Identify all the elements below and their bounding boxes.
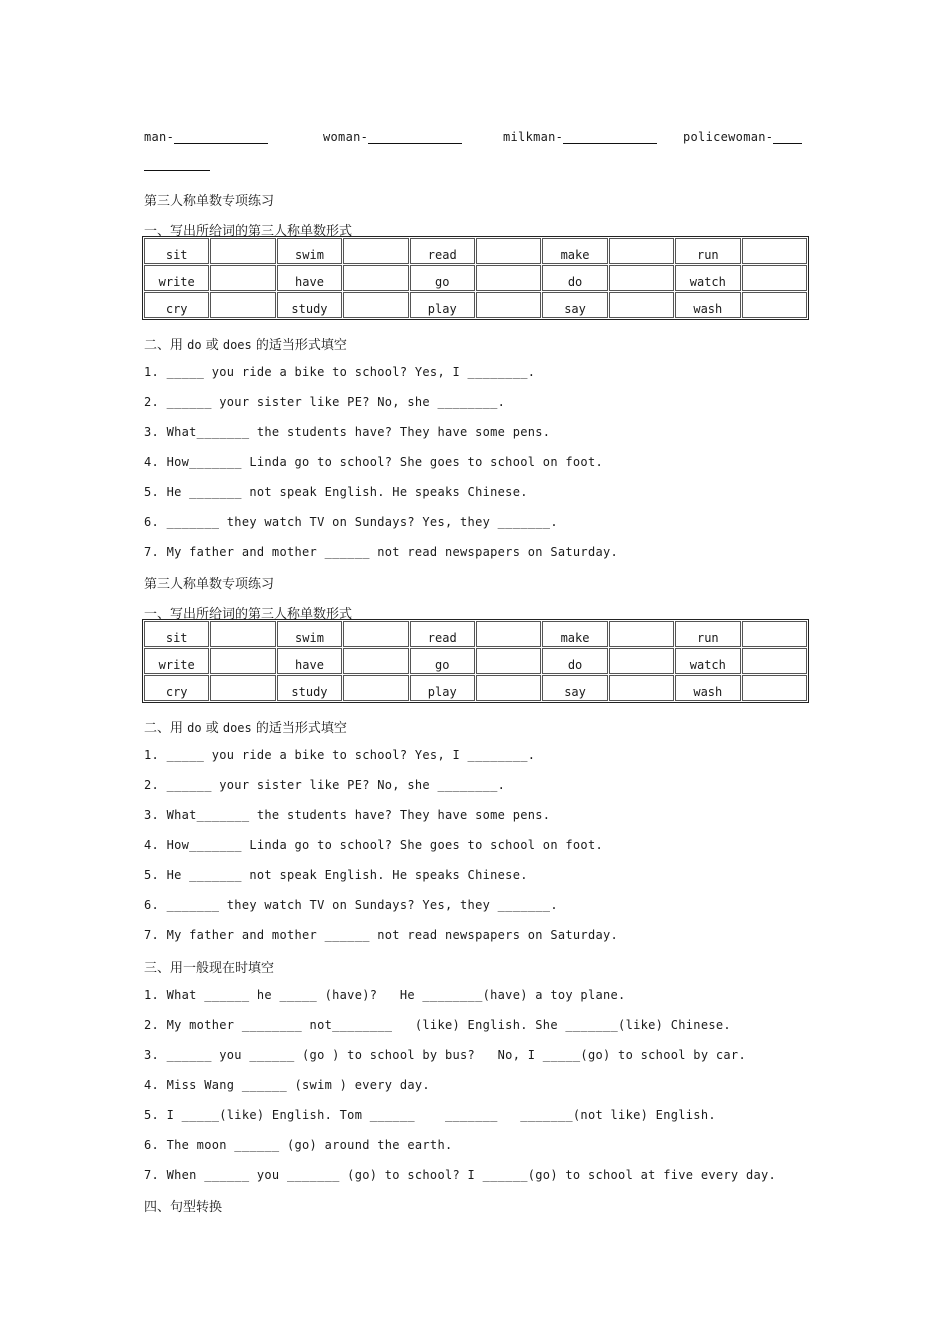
word-policewoman: policewoman- <box>683 130 774 144</box>
verb-cell: watch <box>675 265 740 291</box>
verb-cell: make <box>542 238 607 264</box>
verb-cell: go <box>410 648 475 674</box>
exercise-line: 6. _______ they watch TV on Sundays? Yes, they _______. <box>144 898 558 912</box>
answer-cell[interactable] <box>343 265 408 291</box>
table-row <box>144 292 807 318</box>
exercise-line: 5. He _______ not speak English. He speaks Chinese. <box>144 485 528 499</box>
table-row <box>144 238 807 264</box>
answer-cell[interactable] <box>609 621 674 647</box>
section-title: 第三人称单数专项练习 <box>144 577 275 592</box>
answer-cell[interactable] <box>609 648 674 674</box>
answer-cell[interactable] <box>742 292 807 318</box>
exercise-line: 7. My father and mother ______ not read newspapers on Saturday. <box>144 545 619 559</box>
exercise-line: 6. The moon ______ (go) around the earth. <box>144 1138 453 1152</box>
exercise-line: 2. ______ your sister like PE? No, she ________. <box>144 395 506 409</box>
answer-cell[interactable] <box>343 238 408 264</box>
answer-cell[interactable] <box>609 265 674 291</box>
exercise-line: 5. I _____(like) English. Tom ______ _______ _______(not like) English. <box>144 1108 716 1122</box>
verb-cell: say <box>542 675 607 701</box>
exercise-line: 4. How_______ Linda go to school? She goes to school on foot. <box>144 838 604 852</box>
answer-cell[interactable] <box>742 675 807 701</box>
answer-cell[interactable] <box>343 292 408 318</box>
answer-cell[interactable] <box>476 238 541 264</box>
verb-cell: say <box>542 292 607 318</box>
answer-cell[interactable] <box>210 265 275 291</box>
verb-cell: wash <box>675 292 740 318</box>
answer-blank[interactable] <box>773 131 802 144</box>
section-title: 第三人称单数专项练习 <box>144 194 275 209</box>
exercise-line: 6. _______ they watch TV on Sundays? Yes, they _______. <box>144 515 558 529</box>
verb-cell: do <box>542 648 607 674</box>
answer-cell[interactable] <box>476 648 541 674</box>
answer-cell[interactable] <box>742 238 807 264</box>
verb-cell: study <box>277 292 342 318</box>
part1-title: 一、写出所给词的第三人称单数形式 <box>144 224 353 239</box>
answer-cell[interactable] <box>476 265 541 291</box>
answer-cell[interactable] <box>210 292 275 318</box>
verb-cell: play <box>410 292 475 318</box>
verb-cell: have <box>277 648 342 674</box>
table-row <box>144 621 807 647</box>
table-row <box>144 675 807 701</box>
verb-cell: study <box>277 675 342 701</box>
exercise-line: 1. _____ you ride a bike to school? Yes, I ________. <box>144 748 536 762</box>
answer-cell[interactable] <box>742 648 807 674</box>
verb-cell: swim <box>277 621 342 647</box>
answer-cell[interactable] <box>476 621 541 647</box>
answer-cell[interactable] <box>742 621 807 647</box>
answer-cell[interactable] <box>343 621 408 647</box>
verb-cell: run <box>675 621 740 647</box>
part3-title: 三、用一般现在时填空 <box>144 961 275 976</box>
verb-cell: sit <box>144 621 209 647</box>
top-word-item <box>144 130 268 144</box>
exercise-line: 7. When ______ you _______ (go) to school? I ______(go) to school at five every day. <box>144 1168 777 1182</box>
exercise-line: 1. What ______ he _____ (have)? He ________(have) a toy plane. <box>144 988 626 1002</box>
answer-cell[interactable] <box>476 675 541 701</box>
answer-cell[interactable] <box>343 648 408 674</box>
answer-cell[interactable] <box>476 292 541 318</box>
top-fill-row <box>0 130 950 150</box>
table-row <box>144 265 807 291</box>
part4-title: 四、句型转换 <box>144 1200 223 1215</box>
verb-cell: do <box>542 265 607 291</box>
top-word-item <box>503 130 657 144</box>
verb-table <box>142 619 809 703</box>
answer-blank[interactable] <box>368 131 462 144</box>
answer-cell[interactable] <box>742 265 807 291</box>
answer-cell[interactable] <box>210 675 275 701</box>
verb-cell: read <box>410 621 475 647</box>
answer-cell[interactable] <box>609 238 674 264</box>
verb-cell: write <box>144 648 209 674</box>
table-row <box>144 648 807 674</box>
exercise-line: 3. ______ you ______ (go ) to school by bus? No, I _____(go) to school by car. <box>144 1048 746 1062</box>
answer-cell[interactable] <box>210 648 275 674</box>
answer-cell[interactable] <box>210 238 275 264</box>
top-word-item <box>323 130 462 144</box>
exercise-line: 5. He _______ not speak English. He speaks Chinese. <box>144 868 528 882</box>
verb-cell: run <box>675 238 740 264</box>
answer-blank-continued[interactable] <box>144 170 210 171</box>
verb-cell: cry <box>144 675 209 701</box>
answer-cell[interactable] <box>609 675 674 701</box>
answer-blank[interactable] <box>174 131 268 144</box>
top-word-item <box>683 130 802 144</box>
verb-cell: sit <box>144 238 209 264</box>
answer-blank[interactable] <box>563 131 657 144</box>
word-woman: woman- <box>323 130 369 144</box>
verb-cell: play <box>410 675 475 701</box>
verb-cell: go <box>410 265 475 291</box>
verb-table <box>142 236 809 320</box>
exercise-line: 3. What_______ the students have? They have some pens. <box>144 808 551 822</box>
verb-cell: watch <box>675 648 740 674</box>
exercise-line: 3. What_______ the students have? They have some pens. <box>144 425 551 439</box>
verb-cell: swim <box>277 238 342 264</box>
exercise-line: 1. _____ you ride a bike to school? Yes, I ________. <box>144 365 536 379</box>
exercise-line: 7. My father and mother ______ not read newspapers on Saturday. <box>144 928 619 942</box>
verb-cell: have <box>277 265 342 291</box>
verb-cell: read <box>410 238 475 264</box>
exercise-line: 4. Miss Wang ______ (swim ) every day. <box>144 1078 430 1092</box>
verb-cell: make <box>542 621 607 647</box>
part2-title: 二、用 do 或 does 的适当形式填空 <box>144 338 347 353</box>
word-man: man- <box>144 130 175 144</box>
verb-cell: write <box>144 265 209 291</box>
exercise-line: 4. How_______ Linda go to school? She goes to school on foot. <box>144 455 604 469</box>
answer-cell[interactable] <box>343 675 408 701</box>
answer-cell[interactable] <box>609 292 674 318</box>
verb-cell: cry <box>144 292 209 318</box>
part2-title: 二、用 do 或 does 的适当形式填空 <box>144 721 347 736</box>
answer-cell[interactable] <box>210 621 275 647</box>
part1-title: 一、写出所给词的第三人称单数形式 <box>144 607 353 622</box>
exercise-line: 2. ______ your sister like PE? No, she ________. <box>144 778 506 792</box>
verb-cell: wash <box>675 675 740 701</box>
exercise-line: 2. My mother ________ not________ (like) English. She _______(like) Chinese. <box>144 1018 731 1032</box>
word-milkman: milkman- <box>503 130 564 144</box>
